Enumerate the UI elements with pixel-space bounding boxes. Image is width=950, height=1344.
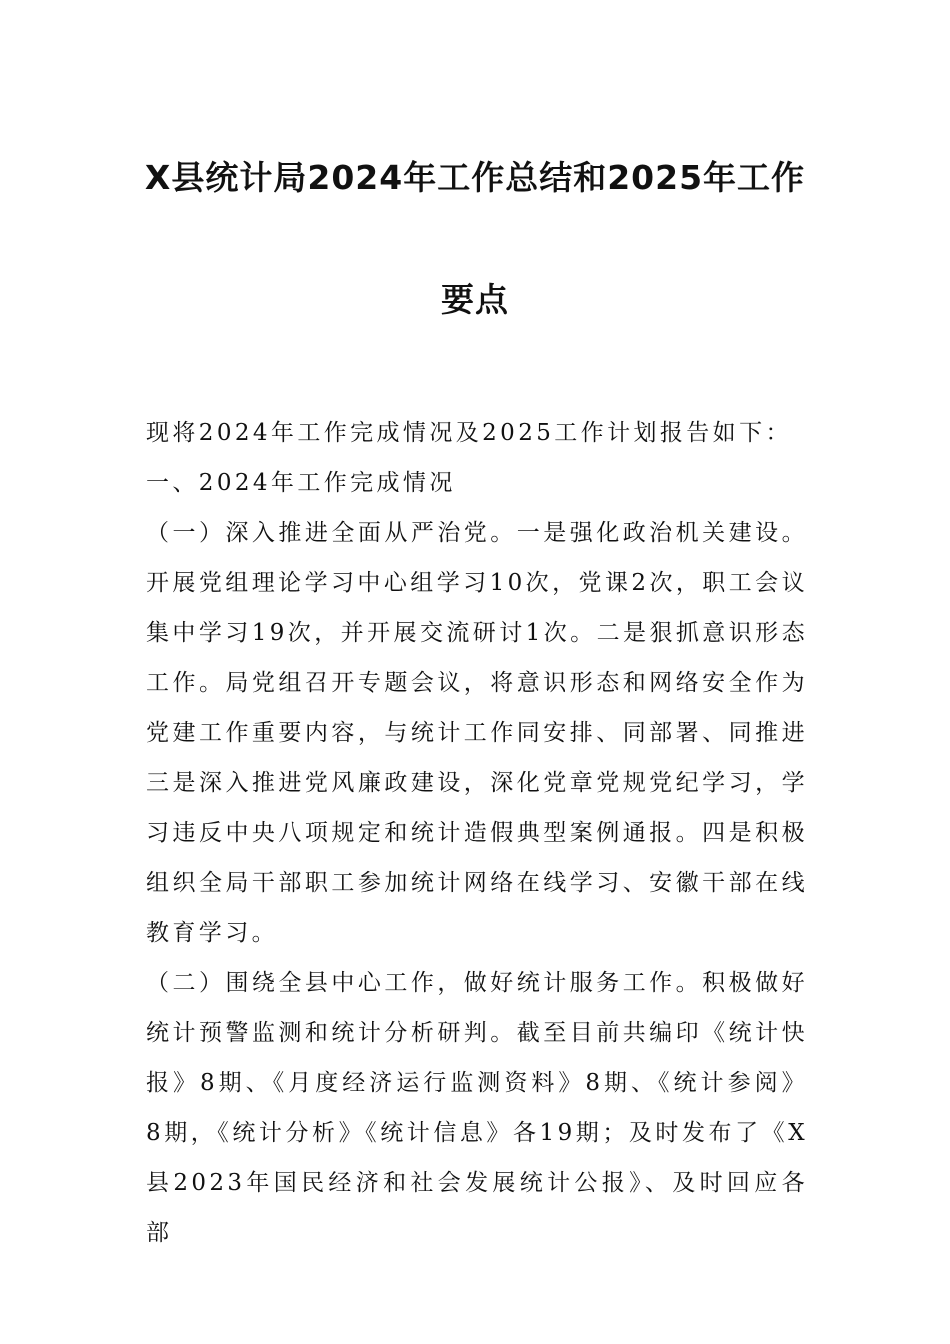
paragraph-statistical-service: （二）围绕全县中心工作，做好统计服务工作。积极做好统计预警监测和统计分析研判。截至目前共编印《统计快报》8期、《月度经济运行监测资料》8期、《统计参阅》8期，《统计分析》《统计信息》各19期；及时发布了《X县2023年国民经济和社会发展统计公报》、及时回应各部 bbox=[146, 970, 808, 1246]
paragraph-party-building: （一）深入推进全面从严治党。一是强化政治机关建设。开展党组理论学习中心组学习10次，党课2次，职工会议集中学习19次，并开展交流研讨1次。二是狠抓意识形态工作。局党组召开专题会议，将意识形态和网络安全作为党建工作重要内容，与统计工作同安排、同部署、同推进三是深入推进党风廉政建设，深化党章党规党纪学习，学习违反中央八项规定和统计造假典型案例通报。四是积极组织全局干部职工参加统计网络在线学习、安徽干部在线教育学习。 bbox=[146, 520, 808, 946]
document-title-line-2: 要点 bbox=[441, 280, 509, 319]
document-body bbox=[146, 408, 808, 1258]
intro-paragraph: 现将2024年工作完成情况及2025工作计划报告如下： bbox=[146, 420, 792, 446]
document-title-line-1: X县统计局2024年工作总结和2025年工作 bbox=[144, 158, 806, 197]
section-heading-1: 一、2024年工作完成情况 bbox=[146, 470, 456, 496]
